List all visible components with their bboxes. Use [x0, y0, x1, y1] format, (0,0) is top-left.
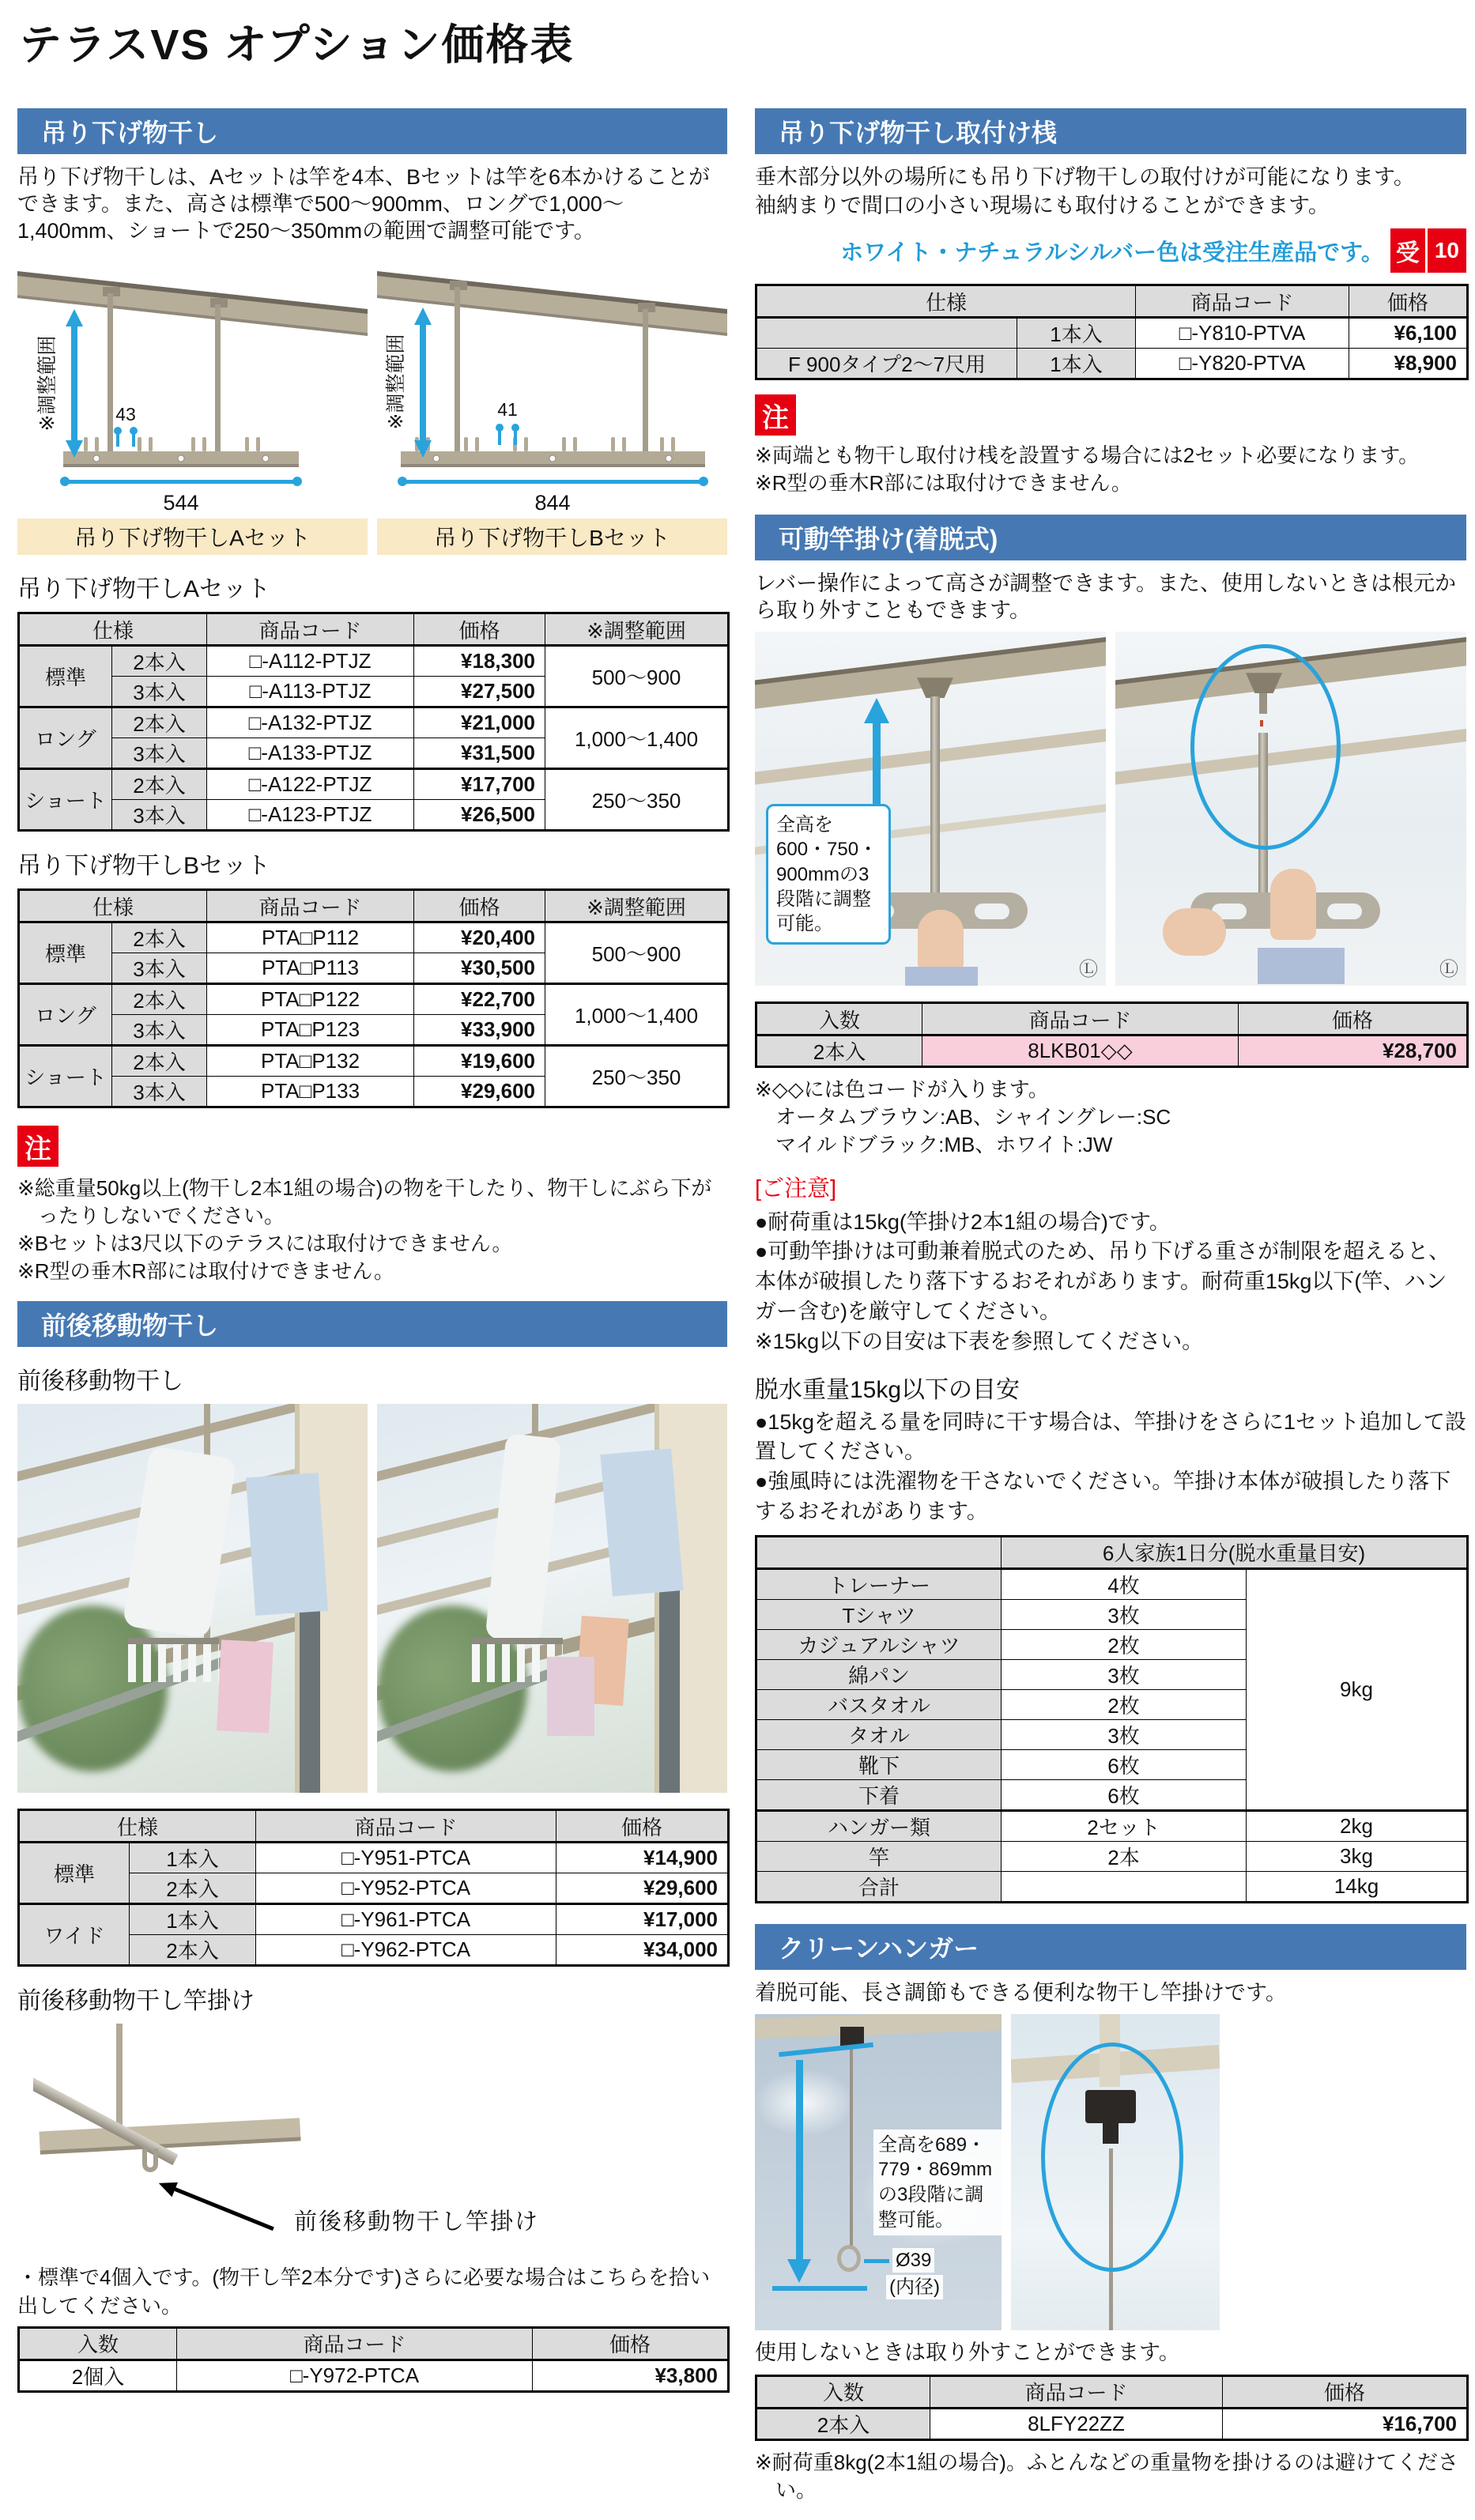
price-cell: ¥17,000 [556, 1904, 729, 1935]
range-cell: 250〜350 [545, 1046, 729, 1107]
qty-cell: 2本入 [130, 1935, 256, 1966]
diagram-a-drawing [17, 252, 368, 513]
color-code-notes [755, 1076, 1466, 1159]
photo-clean-hanger-height [755, 2014, 1002, 2330]
table-b-title: 吊り下げ物干しBセット [17, 853, 271, 880]
note-badge: 注 [755, 394, 796, 436]
caution-line: ●可動竿掛けは可動兼着脱式のため、吊り下げる重さが制限を超えると、本体が破損したり落下するおそれがあります。耐荷重15kg以下(竿、ハンガー含む)を厳守してください。 [755, 1239, 1450, 1323]
page-title: テラスVS オプション価格表 [19, 21, 575, 69]
col-header-qty: 入数 [756, 1003, 922, 1036]
item-cell: カジュアルシャツ [756, 1629, 1002, 1659]
item-cell: バスタオル [756, 1689, 1002, 1719]
tsurisage-notes [17, 1175, 727, 1285]
spec-cell: ロング [19, 707, 112, 769]
section-bar-zengo: 前後移動物干し [17, 1301, 727, 1347]
pink-towel [217, 1640, 273, 1733]
code-cell: 8LFY22ZZ [930, 2408, 1223, 2439]
count-cell: 6枚 [1002, 1749, 1247, 1779]
qty-cell: 3本入 [112, 800, 207, 831]
spec-cell [756, 318, 1017, 349]
height-callout: 全高を689・779・869mmの3段階に調整可能。 [873, 2130, 1002, 2236]
code-cell: □-Y952-PTCA [256, 1873, 556, 1904]
photo-terrace-laundry-1 [17, 1404, 368, 1793]
price-cell: ¥19,600 [414, 1046, 545, 1077]
note-line: ※R型の垂木R部には取付けできません。 [755, 471, 1132, 496]
price-cell: ¥31,500 [414, 738, 545, 769]
col-header-code: 商品コード [177, 2327, 533, 2360]
order-badge [1390, 228, 1466, 273]
code-cell: □-Y961-PTCA [256, 1904, 556, 1935]
white-laundry [123, 1446, 237, 1639]
col-header-spec: 仕様 [19, 613, 207, 646]
dassui-title: 脱水重量15kg以下の目安 [755, 1376, 1020, 1403]
qty-cell: 3本入 [112, 738, 207, 769]
width-dim: 844 [534, 491, 571, 514]
range-cell: 1,000〜1,400 [545, 984, 729, 1046]
count-cell: 3枚 [1002, 1599, 1247, 1629]
circle-l-mark: Ⓛ [1439, 959, 1458, 981]
table-a-set [17, 612, 730, 832]
hanger-frame [128, 1638, 219, 1644]
hanger-frame [472, 1638, 563, 1644]
price-cell: ¥8,900 [1349, 349, 1468, 379]
price-cell: ¥29,600 [556, 1873, 729, 1904]
hanger-rod [643, 309, 648, 455]
height-callout: 全高を600・750・900mmの3段階に調整可能。 [766, 804, 891, 945]
code-cell: PTA□P113 [207, 953, 414, 984]
item-cell: ハンガー類 [756, 1810, 1002, 1841]
dassui-bullet: ●15kgを超える量を同時に干す場合は、竿掛けをさらに1セット追加して設置してください。 [755, 1409, 1466, 1464]
blue-towel [246, 1473, 328, 1616]
up-arrow-head [864, 698, 889, 723]
count-cell: 4枚 [1002, 1568, 1247, 1599]
price-cell: ¥27,500 [414, 677, 545, 707]
code-cell: □-A133-PTJZ [207, 738, 414, 769]
count-cell: 3枚 [1002, 1719, 1247, 1749]
item-cell: トレーナー [756, 1568, 1002, 1599]
price-cell: ¥6,100 [1349, 318, 1468, 349]
item-cell: 竿 [756, 1841, 1002, 1871]
code-cell: □-Y810-PTVA [1136, 318, 1349, 349]
code-cell: □-A113-PTJZ [207, 677, 414, 707]
price-cell: ¥26,500 [414, 800, 545, 831]
tsurisage-diagrams [17, 252, 727, 555]
col-header-price: 価格 [1239, 1003, 1468, 1036]
toritsuke-desc-line1: 垂木部分以外の場所にも吊り下げ物干しの取付けが可能になります。 [755, 165, 1415, 189]
code-cell: □-Y962-PTCA [256, 1935, 556, 1966]
range-cell: 250〜350 [545, 769, 729, 831]
code-cell: PTA□P123 [207, 1015, 414, 1046]
qty-cell: 3本入 [112, 677, 207, 707]
range-arrow [414, 307, 432, 325]
hanger-rod [215, 304, 221, 455]
down-arrow-shaft [796, 2060, 803, 2259]
item-cell: 綿パン [756, 1659, 1002, 1689]
circle-l-mark: Ⓛ [1079, 959, 1098, 981]
handle-hole [975, 904, 1009, 919]
note-line: ※Bセットは3尺以下のテラスには取付けできません。 [17, 1232, 513, 1256]
hanger-ring [837, 2245, 861, 2272]
dim-tick-bottom [772, 2286, 867, 2291]
col-header-qty: 入数 [756, 2375, 930, 2408]
roof-edge [755, 2014, 1002, 2039]
col-header-qty: 入数 [19, 2327, 177, 2360]
qty-cell: 3本入 [112, 1077, 207, 1107]
col-header-code: 商品コード [930, 2375, 1223, 2408]
col-header-code: 商品コード [207, 613, 414, 646]
diagram-b-drawing [377, 252, 727, 513]
qty-cell: 3本入 [112, 953, 207, 984]
col-header-price: 価格 [533, 2327, 729, 2360]
price-cell: ¥30,500 [414, 953, 545, 984]
range-arrow [66, 309, 83, 326]
qty-cell: 1本入 [130, 1904, 256, 1935]
section-bar-clean-hanger: クリーンハンガー [755, 1924, 1466, 1970]
tsurisage-description: 吊り下げ物干しは、Aセットは竿を4本、Bセットは竿を6本かけることができます。また、高さは標準で500〜900mm、ロングで1,000〜1,400mm、ショートで250〜350mmの範囲で調整可能です。 [17, 165, 711, 243]
code-cell: □-A112-PTJZ [207, 646, 414, 677]
range-cell: 500〜900 [545, 646, 729, 707]
hanger-rod [455, 287, 460, 453]
caution-line: ※15kg以下の目安は下表を参照してください。 [755, 1329, 1204, 1353]
photo-saokake [33, 2024, 634, 2261]
caution-title: [ご注意] [755, 1175, 837, 1202]
hand [918, 910, 964, 971]
photo-kado-height-adjust [755, 632, 1106, 986]
count-cell [1002, 1871, 1247, 1902]
spec-cell: F 900タイプ2〜7尺用 [756, 349, 1017, 379]
col-header-code: 商品コード [922, 1003, 1239, 1036]
pink-shirt [547, 1657, 594, 1736]
pole-hook [142, 2148, 158, 2172]
price-cell: ¥28,700 [1239, 1036, 1468, 1067]
range-label: ※調整範囲 [385, 334, 407, 430]
order-badge-char: 受 [1390, 228, 1428, 273]
kado-price-table [755, 1002, 1469, 1068]
count-cell: 2本 [1002, 1841, 1247, 1871]
hand [1270, 869, 1316, 940]
spec-cell: ショート [19, 1046, 112, 1107]
qty-cell: 2本入 [112, 984, 207, 1015]
zengo-photos [17, 1404, 727, 1793]
width-dim-line [65, 480, 297, 484]
price-cell: ¥22,700 [414, 984, 545, 1015]
annotation-arrow-line [170, 2186, 274, 2231]
hanger-rod [850, 2047, 853, 2246]
width-dim-line [402, 480, 704, 484]
note-badge: 注 [17, 1126, 58, 1167]
code-cell: PTA□P122 [207, 984, 414, 1015]
count-cell: 6枚 [1002, 1779, 1247, 1810]
hand [1163, 908, 1226, 956]
price-cell: ¥3,800 [533, 2360, 729, 2391]
note-line: ※R型の垂木R部には取付けできません。 [17, 1259, 394, 1284]
weight-cell: 2kg [1247, 1810, 1468, 1841]
spec-cell: ロング [19, 984, 112, 1046]
note-line: ※◇◇には色コードが入ります。 [755, 1077, 1049, 1102]
price-cell: ¥34,000 [556, 1935, 729, 1966]
zengo-subheading: 前後移動物干し [17, 1368, 183, 1395]
diagram-b-set [377, 252, 727, 555]
saokake-price-table [17, 2326, 730, 2393]
range-cell: 1,000〜1,400 [545, 707, 729, 769]
down-arrow-head [787, 2259, 811, 2283]
inner-diameter-label: Ø39 [892, 2248, 934, 2273]
col-header-family: 6人家族1日分(脱水重量目安) [1002, 1536, 1468, 1568]
kado-description: レバー操作によって高さが調整できます。また、使用しないときは根元から取り外すこともできます。 [755, 572, 1456, 623]
dassui-weight-table [755, 1535, 1469, 1903]
range-label: ※調整範囲 [36, 335, 58, 432]
diagram-a-set [17, 252, 368, 555]
clean-use-note: 使用しないときは取り外すことができます。 [755, 2340, 1180, 2364]
qty-cell: 2本入 [112, 922, 207, 953]
spec-cell: 標準 [19, 646, 112, 707]
item-cell: Tシャツ [756, 1599, 1002, 1629]
count-cell: 2枚 [1002, 1689, 1247, 1719]
order-production-line [755, 228, 1466, 273]
note-line: ・標準で4個入です。(物干し竿2本分です)さらに必要な場合はこちらを拾い出してください。 [17, 2265, 711, 2318]
price-cell: ¥29,600 [414, 1077, 545, 1107]
col-header-code: 商品コード [207, 890, 414, 922]
clean-photos [755, 2014, 1466, 2330]
table-b-set [17, 888, 730, 1108]
telescopic-pole [930, 696, 940, 899]
qty-cell: 1本入 [130, 1843, 256, 1873]
qty-cell: 2本入 [130, 1873, 256, 1904]
count-cell: 2セット [1002, 1810, 1247, 1841]
code-cell: PTA□P132 [207, 1046, 414, 1077]
qty-cell: 2本入 [112, 646, 207, 677]
kado-photos [755, 632, 1466, 986]
caution-line: ●耐荷重は15kg(竿掛け2本1組の場合)です。 [755, 1209, 1171, 1234]
hanging-rod [116, 2024, 123, 2130]
width-dim: 544 [163, 491, 199, 514]
section-bar-kado: 可動竿掛け(着脱式) [755, 515, 1466, 560]
qty-cell: 1本入 [1017, 349, 1136, 379]
qty-cell: 2本入 [756, 2408, 930, 2439]
hanger-rod [108, 293, 113, 453]
qty-cell: 2本入 [112, 769, 207, 800]
table-a-title: 吊り下げ物干しAセット [17, 576, 271, 603]
col-header-price: 価格 [414, 890, 545, 922]
code-cell: □-A132-PTJZ [207, 707, 414, 738]
price-cell: ¥20,400 [414, 922, 545, 953]
price-cell: ¥16,700 [1223, 2408, 1468, 2439]
code-cell: □-A122-PTJZ [207, 769, 414, 800]
col-header-code: 商品コード [1136, 285, 1349, 318]
hook-pitch-dim: 43 [115, 404, 136, 425]
two-column-layout [17, 108, 1466, 2504]
qty-cell: 3本入 [112, 1015, 207, 1046]
qty-cell: 1本入 [1017, 318, 1136, 349]
count-cell: 3枚 [1002, 1659, 1247, 1689]
col-header-price: 価格 [1349, 285, 1468, 318]
qty-cell: 2本入 [756, 1036, 922, 1067]
col-header-range: ※調整範囲 [545, 890, 729, 922]
clean-bottom-note [755, 2449, 1466, 2504]
clean-price-table [755, 2375, 1469, 2441]
toritsuke-price-table [755, 284, 1469, 380]
code-cell: PTA□P133 [207, 1077, 414, 1107]
toritsuke-notes [755, 442, 1466, 497]
col-header-spec: 仕様 [756, 285, 1136, 318]
col-header-price: 価格 [414, 613, 545, 646]
order-badge-number: 10 [1434, 238, 1459, 263]
group-weight-cell: 9kg [1247, 1568, 1468, 1810]
photo-annotation-label: 前後移動物干し竿掛け [294, 2209, 540, 2235]
corner-cell [756, 1536, 1002, 1568]
col-header-spec: 仕様 [19, 890, 207, 922]
weight-cell: 14kg [1247, 1871, 1468, 1902]
clean-description: 着脱可能、長さ調節もできる便利な物干し竿掛けです。 [755, 1980, 1287, 2005]
note-line: マイルドブラック:MB、ホワイト:JW [775, 1133, 1113, 1157]
code-cell: □-Y951-PTCA [256, 1843, 556, 1873]
highlight-ellipse [1041, 2043, 1183, 2272]
dim-tick-top [779, 2042, 873, 2057]
count-cell: 2枚 [1002, 1629, 1247, 1659]
hook-pitch-dim: 41 [497, 399, 518, 421]
spec-cell: ワイド [19, 1904, 130, 1966]
note-line: ※両端とも物干し取付け桟を設置する場合には2セット必要になります。 [755, 443, 1420, 468]
mount-joint [917, 677, 953, 698]
item-cell: 合計 [756, 1871, 1002, 1902]
annotation-arrow-head [156, 2176, 178, 2197]
sleeve [905, 967, 978, 986]
left-column [17, 108, 727, 2393]
item-cell: 下着 [756, 1779, 1002, 1810]
price-cell: ¥17,700 [414, 769, 545, 800]
diagram-b-caption: 吊り下げ物干しBセット [377, 519, 727, 555]
highlight-ellipse [1190, 644, 1341, 850]
dia-leader-line [864, 2259, 889, 2263]
col-header-code: 商品コード [256, 1810, 556, 1843]
qty-cell: 2本入 [112, 1046, 207, 1077]
col-header-price: 価格 [1223, 2375, 1468, 2408]
zengo-saokake-subheading: 前後移動物干し竿掛け [17, 1988, 255, 2015]
zengo-note [17, 2264, 727, 2319]
photo-terrace-laundry-2 [377, 1404, 727, 1793]
item-cell: 靴下 [756, 1749, 1002, 1779]
price-cell: ¥33,900 [414, 1015, 545, 1046]
section-bar-toritsuke: 吊り下げ物干し取付け桟 [755, 108, 1466, 154]
code-cell: 8LKB01◇◇ [922, 1036, 1239, 1067]
order-production-text: ホワイト・ナチュラルシルバー色は受注生産品です。 [840, 240, 1384, 266]
note-line: ※耐荷重8kg(2本1組の場合)。ふとんなどの重量物を掛けるのは避けてください。 [755, 2450, 1458, 2502]
photo-kado-detach [1115, 632, 1466, 986]
range-cell: 500〜900 [545, 922, 729, 984]
spec-cell: 標準 [19, 922, 112, 984]
handle-hole [1327, 904, 1362, 919]
note-line: オータムブラウン:AB、シャイングレー:SC [775, 1105, 1171, 1130]
blue-towel [600, 1449, 683, 1597]
price-cell: ¥18,300 [414, 646, 545, 677]
col-header-price: 価格 [556, 1810, 729, 1843]
photo-clean-hanger-detail [1011, 2014, 1220, 2330]
note-line: ※総重量50kg以上(物干し2本1組の場合)の物を干したり、物干しにぶら下がったりしないでください。 [17, 1176, 712, 1228]
code-cell: □-A123-PTJZ [207, 800, 414, 831]
diagram-a-caption: 吊り下げ物干しAセット [17, 519, 368, 555]
socks-on-hanger [128, 1644, 219, 1682]
code-cell: □-Y972-PTCA [177, 2360, 533, 2391]
item-cell: タオル [756, 1719, 1002, 1749]
qty-cell: 2本入 [112, 707, 207, 738]
dassui-bullet: ●強風時には洗濯物を干さないでください。竿掛け本体が破損したり落下するおそれがあります。 [755, 1469, 1451, 1523]
spec-cell: ショート [19, 769, 112, 831]
toritsuke-desc-line2: 袖納まりで間口の小さい現場にも取付けることができます。 [755, 194, 1330, 218]
price-cell: ¥14,900 [556, 1843, 729, 1873]
section-bar-tsurisage: 吊り下げ物干し [17, 108, 727, 154]
price-cell: ¥21,000 [414, 707, 545, 738]
inner-diameter-sub: (内径) [886, 2275, 943, 2300]
zengo-price-table [17, 1809, 730, 1967]
code-cell: PTA□P112 [207, 922, 414, 953]
qty-cell: 2個入 [19, 2360, 177, 2391]
move-rail [39, 2118, 300, 2155]
col-header-range: ※調整範囲 [545, 613, 729, 646]
white-laundry [485, 1433, 562, 1643]
spec-cell: 標準 [19, 1843, 130, 1904]
weight-cell: 3kg [1247, 1841, 1468, 1871]
col-header-spec: 仕様 [19, 1810, 256, 1843]
sleeve [1258, 948, 1345, 984]
right-column [755, 108, 1466, 2504]
code-cell: □-Y820-PTVA [1136, 349, 1349, 379]
